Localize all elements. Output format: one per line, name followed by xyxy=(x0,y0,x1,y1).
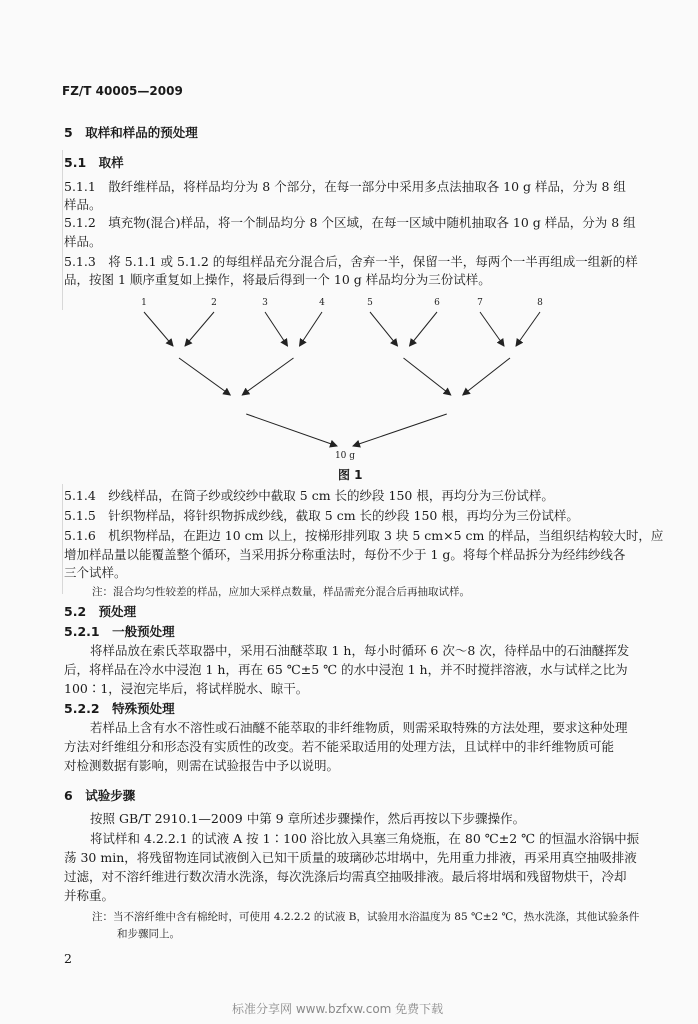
figure-label-7: 7 xyxy=(477,298,483,308)
figure-arrow xyxy=(516,312,540,346)
scan-margin-mark xyxy=(62,484,63,594)
standard-number: FZ/T 40005—2009 xyxy=(62,84,183,98)
section-5-2-1-title: 5.2.1 一般预处理 xyxy=(64,624,175,639)
figure-arrow xyxy=(246,414,337,446)
para-5-1-6-line2: 增加样品量以能覆盖整个循环，当采用拆分称重法时，每份不少于 1 g。将每个样品拆分为经纬纱线各 xyxy=(64,547,626,562)
figure-final-label: 10 g xyxy=(334,451,356,461)
para-5-2-1-line2: 后，将样品在冷水中浸泡 1 h，再在 65 ℃±5 ℃ 的水中浸泡 1 h，并不时搅拌溶液，水与试样之比为 xyxy=(64,662,628,677)
para-6-2-line1: 将试样和 4.2.2.1 的试液 A 按 1∶100 浴比放入具塞三角烧瓶，在 80 ℃±2 ℃ 的恒温水浴锅中振 xyxy=(90,831,640,846)
scan-margin-mark xyxy=(62,150,63,310)
para-5-2-2-line1: 若样品上含有水不溶性或石油醚不能萃取的非纤维物质，则需采取特殊的方法处理，要求这种处理 xyxy=(90,720,628,735)
para-6-line1: 按照 GB/T 2910.1—2009 中第 9 章所述步骤操作，然后再按以下步骤操作。 xyxy=(90,811,526,826)
note-nylon-line2: 和步骤同上。 xyxy=(117,928,180,940)
para-5-2-2-line2: 方法对纤维组分和形态没有实质性的改变。若不能采取适用的处理方法，且试样中的非纤维物质可能 xyxy=(64,739,615,754)
para-5-1-6-line1: 5.1.6 机织物样品，在距边 10 cm 以上，按梯形排列取 3 块 5 cm×5 cm 的样品，当组织结构较大时，应 xyxy=(64,528,664,543)
para-5-1-2-line1: 5.1.2 填充物(混合)样品，将一个制品均分 8 个区域，在每一区域中随机抽取各 10 g 样品，分为 8 组 xyxy=(64,215,636,230)
section-5-2-title: 5.2 预处理 xyxy=(64,604,137,619)
figure-arrow xyxy=(300,312,323,346)
figure-label-6: 6 xyxy=(434,298,440,308)
figure-caption: 图 1 xyxy=(338,468,363,482)
figure-arrow xyxy=(463,358,510,395)
para-6-2-line3: 过滤，对不溶纤维进行数次清水洗涤，每次洗涤后均需真空抽吸排液。最后将坩埚和残留物烘干，冷却 xyxy=(64,869,627,884)
page-number: 2 xyxy=(64,951,72,966)
para-5-1-4: 5.1.4 纱线样品，在筒子纱或绞纱中截取 5 cm 长的纱段 150 根，再均分为三份试样。 xyxy=(64,488,554,503)
para-5-1-3-line1: 5.1.3 将 5.1.1 或 5.1.2 的每组样品充分混合后，舍弃一半，保留一半，每两个一半再组成一组新的样 xyxy=(64,254,638,269)
section-5-1-title: 5.1 取样 xyxy=(64,155,124,170)
figure-arrow xyxy=(480,312,504,346)
para-5-1-3-line2: 品，按图 1 顺序重复如上操作，将最后得到一个 10 g 样品均分为三份试样。 xyxy=(64,272,491,287)
watermark-text: 标准分享网 www.bzfxw.com 免费下载 xyxy=(232,1002,444,1016)
para-5-2-1-line3: 100∶1，浸泡完毕后，将试样脱水、晾干。 xyxy=(64,681,309,696)
figure-label-3: 3 xyxy=(262,298,268,308)
figure-arrow xyxy=(265,312,288,346)
para-5-1-1-line1: 5.1.1 散纤维样品，将样品均分为 8 个部分，在每一部分中采用多点法抽取各 10 g 样品，分为 8 组 xyxy=(64,179,626,194)
figure-arrow xyxy=(185,312,214,346)
para-5-1-5: 5.1.5 针织物样品，将针织物拆成纱线，截取 5 cm 长的纱段 150 根，再均分为三份试样。 xyxy=(64,508,579,523)
figure-arrow xyxy=(144,312,173,346)
para-6-2-line2: 荡 30 min，将残留物连同试液倒入已知干质量的玻璃砂芯坩埚中，先用重力排液，再采用真空抽吸排液 xyxy=(64,850,637,865)
figure-arrow xyxy=(370,312,398,346)
figure-arrow xyxy=(353,414,447,446)
para-5-2-2-line3: 对检测数据有影响，则需在试验报告中予以说明。 xyxy=(64,758,340,773)
para-6-2-line4: 并称重。 xyxy=(64,888,115,903)
figure-label-8: 8 xyxy=(537,298,543,308)
figure-label-4: 4 xyxy=(319,298,325,308)
section-5-title: 5 取样和样品的预处理 xyxy=(64,125,198,140)
note-sampling: 注：混合均匀性较差的样品，应加大采样点数量，样品需充分混合后再抽取试样。 xyxy=(92,586,470,598)
para-5-1-6-line3: 三个试样。 xyxy=(64,565,127,580)
para-5-1-1-line2: 样品。 xyxy=(64,197,102,212)
para-5-1-2-line2: 样品。 xyxy=(64,234,102,249)
para-5-2-1-line1: 将样品放在索氏萃取器中，采用石油醚萃取 1 h，每小时循环 6 次～8 次，待样品中的石油醚挥发 xyxy=(90,643,630,658)
section-6-title: 6 试验步骤 xyxy=(64,788,136,803)
section-5-2-2-title: 5.2.2 特殊预处理 xyxy=(64,701,175,716)
figure-arrow xyxy=(410,312,438,346)
figure-1-diagram xyxy=(120,292,570,462)
note-nylon-line1: 注：当不溶纤维中含有棉纶时，可使用 4.2.2.2 的试液 B，试验用水浴温度为 85 ℃±2 ℃，热水洗涤，其他试验条件 xyxy=(92,911,640,923)
figure-label-1: 1 xyxy=(141,298,147,308)
figure-arrow xyxy=(404,358,451,395)
figure-arrow xyxy=(242,358,293,395)
figure-label-5: 5 xyxy=(367,298,373,308)
figure-arrow xyxy=(179,358,230,395)
figure-label-2: 2 xyxy=(211,298,217,308)
